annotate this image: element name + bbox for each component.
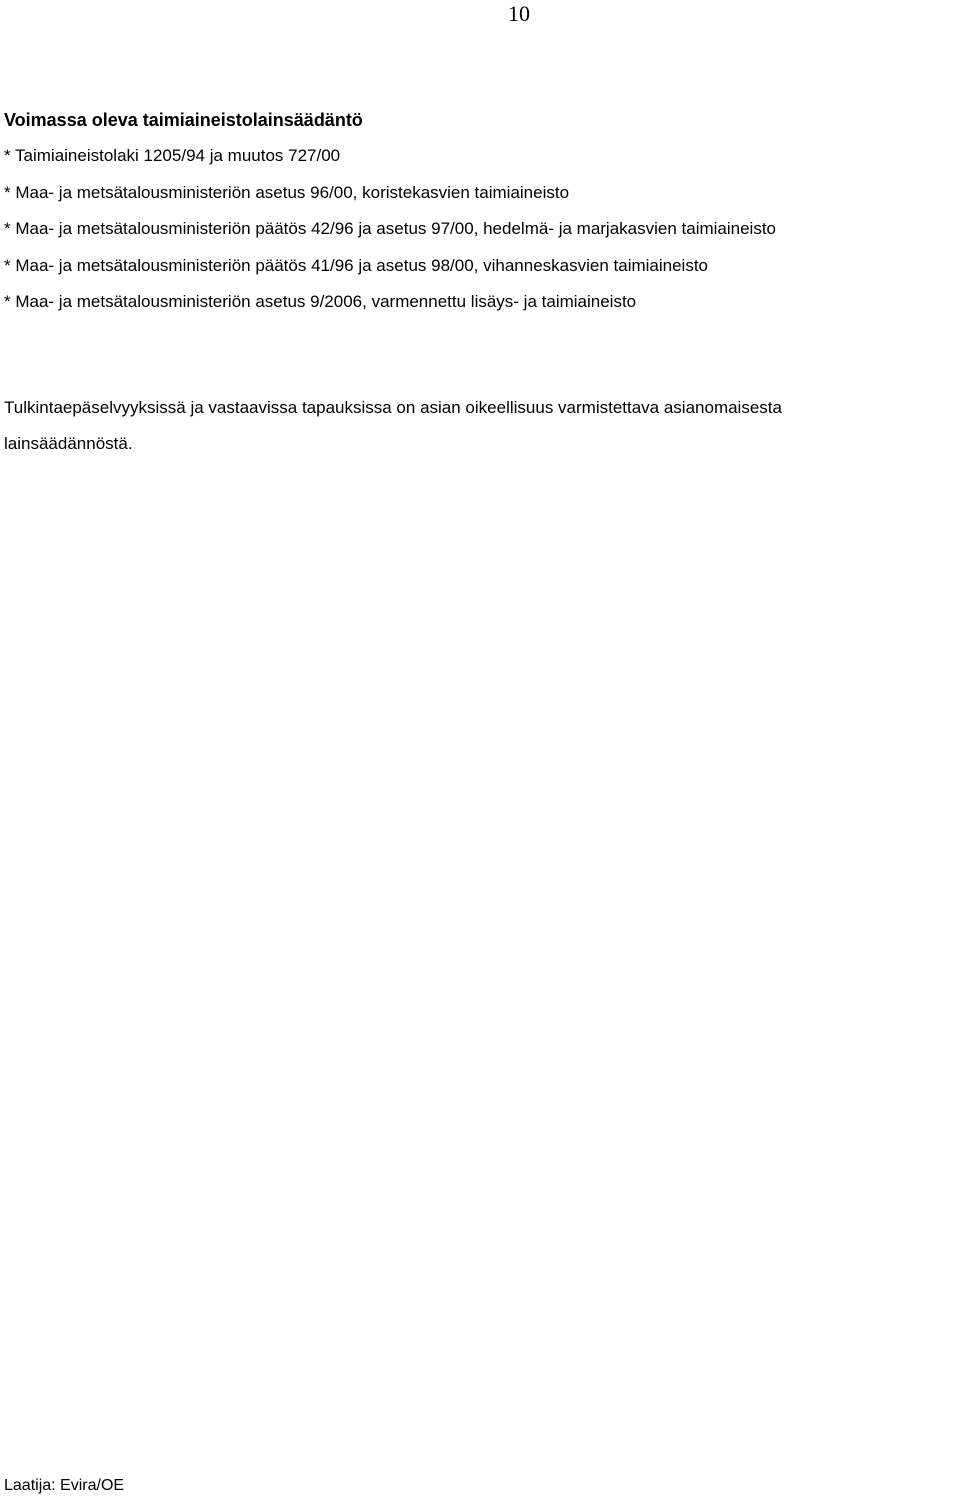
section-heading: Voimassa oleva taimiaineistolainsäädäntö — [4, 110, 363, 130]
list-item: * Maa- ja metsätalousministeriön päätös 42/96 ja asetus 97/00, hedelmä- ja marjakasvien taimiaineisto — [4, 219, 777, 238]
author-footer: Laatija: Evira/OE — [4, 1477, 125, 1494]
list-item: * Maa- ja metsätalousministeriön asetus 96/00, koristekasvien taimiaineisto — [4, 182, 570, 202]
page-number: 10 — [508, 1, 530, 26]
legislation-section — [4, 108, 960, 327]
list-item: * Taimiaineistolaki 1205/94 ja muutos 727/00 — [4, 146, 341, 165]
note-line: Tulkintaepäselvyyksissä ja vastaavissa tapauksissa on asian oikeellisuus varmistettava asianomaisesta — [4, 398, 782, 417]
legislation-list — [4, 144, 960, 314]
interpretation-note — [4, 396, 960, 468]
note-line: lainsäädännöstä. — [4, 434, 133, 453]
list-item: * Maa- ja metsätalousministeriön päätös 41/96 ja asetus 98/00, vihanneskasvien taimiaineisto — [4, 255, 709, 275]
list-item: * Maa- ja metsätalousministeriön asetus 9/2006, varmennettu lisäys- ja taimiaineisto — [4, 292, 637, 311]
